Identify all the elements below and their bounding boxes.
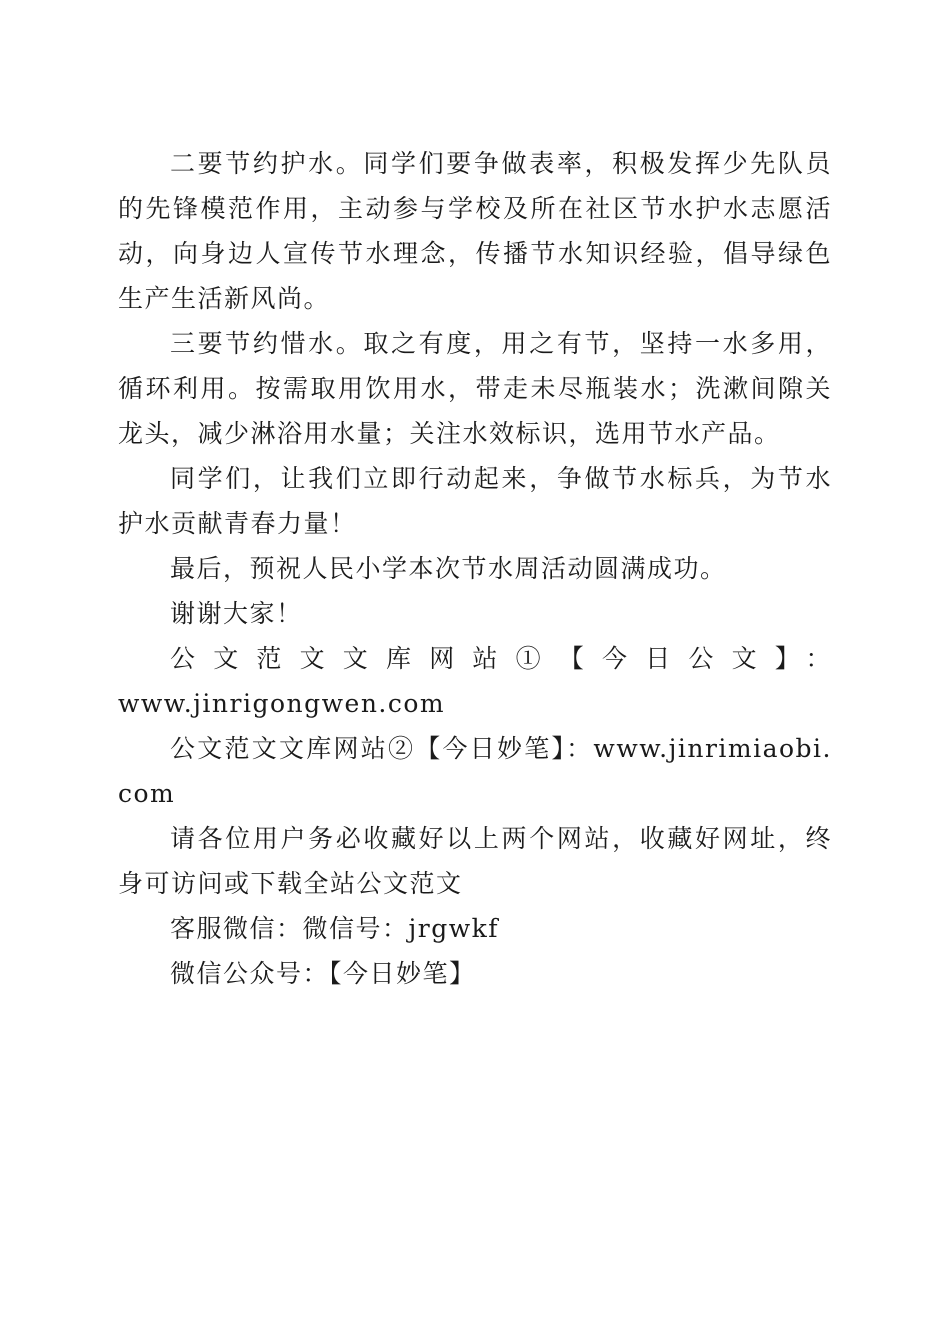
site1-label: 公文范文文库网站①【今日公文】： <box>170 644 832 673</box>
paragraph-thanks: 谢谢大家！ <box>170 599 303 628</box>
notice-paragraph: 请各位用户务必收藏好以上两个网站，收藏好网址，终身可访问或下载全站公文范文 <box>118 824 832 898</box>
document-body <box>118 141 832 996</box>
paragraph-cherish-water: 三要节约惜水。取之有度，用之有节，坚持一水多用，循环利用。按需取用饮用水，带走未尽瓶装水；洗漱间隙关龙头，减少淋浴用水量；关注水效标识，选用节水产品。 <box>118 329 832 448</box>
paragraph-save-water: 二要节约护水。同学们要争做表率，积极发挥少先队员的先锋模范作用，主动参与学校及所在社区节水护水志愿活动，向身边人宣传节水理念，传播节水知识经验，倡导绿色生产生活新风尚。 <box>118 149 832 313</box>
paragraph-call-to-action: 同学们，让我们立即行动起来，争做节水标兵，为节水护水贡献青春力量！ <box>118 464 832 538</box>
site2-line: 公文范文文库网站②【今日妙笔】：www.jinrimiaobi.com <box>118 734 832 808</box>
site1-url: www.jinrigongwen.com <box>118 689 446 718</box>
paragraph-closing-wish: 最后，预祝人民小学本次节水周活动圆满成功。 <box>170 554 727 583</box>
wechat-public-account: 微信公众号：【今日妙笔】 <box>170 959 476 988</box>
wechat-service: 客服微信：微信号：jrgwkf <box>170 914 500 943</box>
